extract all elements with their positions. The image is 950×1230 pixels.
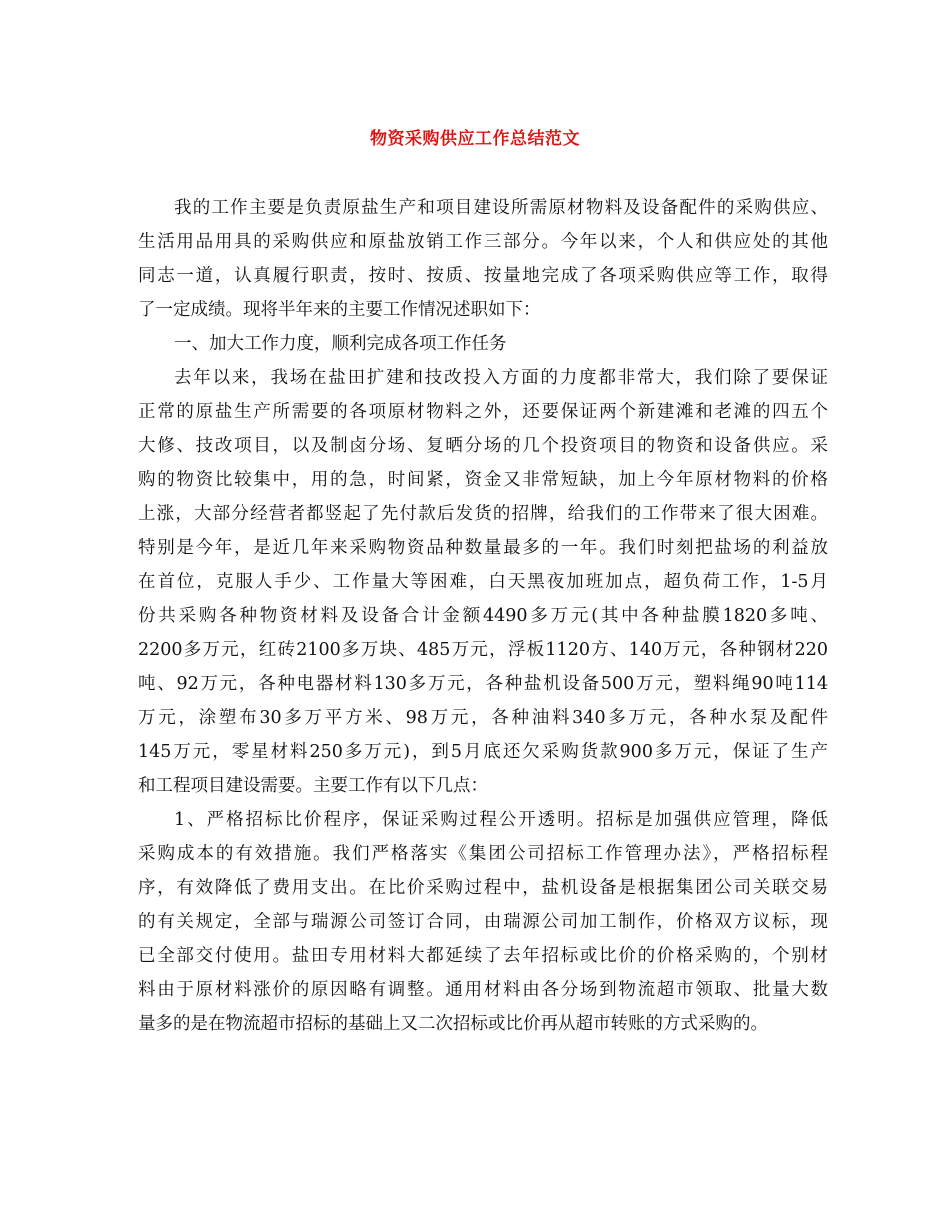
paragraph-line: 同志一道，认真履行职责，按时、按质、按量地完成了各项采购供应等工作，取得 [138, 266, 828, 286]
paragraph-line: 份共采购各种物资材料及设备合计金额4490多万元(其中各种盐膜1820多吨、 [138, 606, 828, 626]
paragraph-line: 的有关规定，全部与瑞源公司签订合同，由瑞源公司加工制作，价格双方议标，现 [138, 912, 828, 932]
paragraph-line: 序，有效降低了费用支出。在比价采购过程中，盐机设备是根据集团公司关联交易 [138, 878, 828, 898]
document-title: 物资采购供应工作总结范文 [370, 129, 580, 149]
paragraph-line: 大修、技改项目，以及制卤分场、复晒分场的几个投资项目的物资和设备供应。采 [138, 436, 828, 456]
paragraph-line: 吨、92万元，各种电器材料130多万元，各种盐机设备500万元，塑料绳90吨114 [138, 674, 828, 694]
paragraph-line: 我的工作主要是负责原盐生产和项目建设所需原材物料及设备配件的采购供应、 [174, 198, 828, 218]
paragraph-line: 特别是今年，是近几年来采购物资品种数量最多的一年。我们时刻把盐场的利益放 [138, 538, 828, 558]
section-heading: 一、加大工作力度，顺利完成各项工作任务 [174, 334, 507, 354]
paragraph-line: 1、严格招标比价程序，保证采购过程公开透明。招标是加强供应管理，降低 [174, 810, 828, 830]
paragraph-line: 正常的原盐生产所需要的各项原材物料之外，还要保证两个新建滩和老滩的四五个 [138, 402, 828, 422]
paragraph-line: 在首位，克服人手少、工作量大等困难，白天黑夜加班加点，超负荷工作，1-5月 [138, 572, 828, 592]
paragraph-line: 2200多万元，红砖2100多万块、485万元，浮板1120方、140万元，各种钢材220 [138, 640, 828, 660]
paragraph-line: 购的物资比较集中，用的急，时间紧，资金又非常短缺，加上今年原材物料的价格 [138, 470, 828, 490]
paragraph-line: 145万元，零星材料250多万元)，到5月底还欠采购货款900多万元，保证了生产 [138, 742, 828, 762]
paragraph-line: 采购成本的有效措施。我们严格落实《集团公司招标工作管理办法》，严格招标程 [138, 844, 828, 864]
paragraph-line: 去年以来，我场在盐田扩建和技改投入方面的力度都非常大，我们除了要保证 [174, 368, 828, 388]
paragraph-line: 了一定成绩。现将半年来的主要工作情况述职如下： [138, 300, 541, 320]
paragraph-line: 量多的是在物流超市招标的基础上又二次招标或比价再从超市转账的方式采购的。 [138, 1014, 768, 1034]
paragraph-line: 料由于原材料涨价的原因略有调整。通用材料由各分场到物流超市领取、批量大数 [138, 980, 828, 1000]
paragraph-line: 万元，涂塑布30多万平方米、98万元，各种油料340多万元，各种水泵及配件 [138, 708, 828, 728]
paragraph-line: 上涨，大部分经营者都竖起了先付款后发货的招牌，给我们的工作带来了很大困难。 [138, 504, 828, 524]
paragraph-line: 和工程项目建设需要。主要工作有以下几点： [138, 776, 488, 796]
paragraph-line: 生活用品用具的采购供应和原盐放销工作三部分。今年以来，个人和供应处的其他 [138, 232, 828, 252]
paragraph-line: 已全部交付使用。盐田专用材料大都延续了去年招标或比价的价格采购的，个别材 [138, 946, 828, 966]
